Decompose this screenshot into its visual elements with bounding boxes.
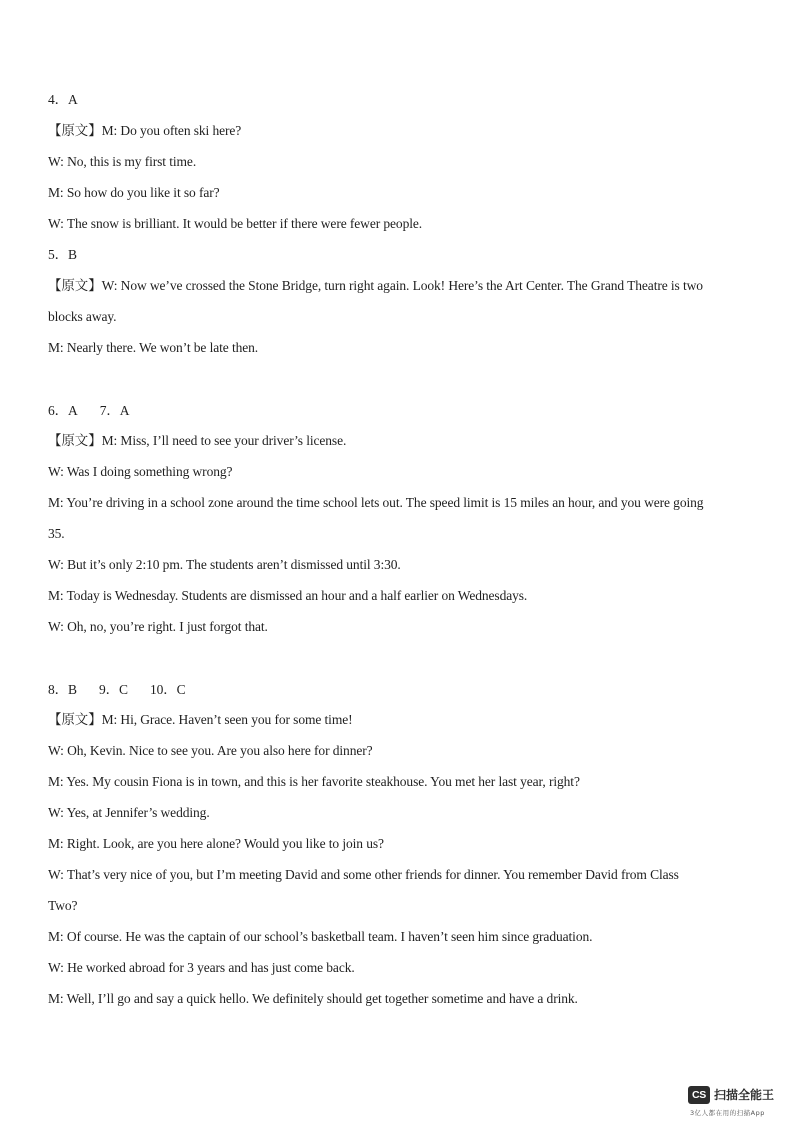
camscanner-logo-icon: CS [688,1086,710,1104]
answers-8-10 [48,681,186,699]
answer-8: 8．B [48,682,77,697]
transcript-line: M: Of course. He was the captain of our school’s basketball team. I haven’t seen him since graduation. [48,929,593,944]
transcript-line: 35. [48,526,65,541]
answer-4: 4．A [48,92,78,107]
watermark-tagline: 3亿人都在用的扫描App [690,1109,765,1117]
transcript-line: W: Was I doing something wrong? [48,464,233,479]
transcript-line: W: No, this is my first time. [48,154,197,169]
transcript-line: M: Right. Look, are you here alone? Would you like to join us? [48,836,384,851]
transcript-line: blocks away. [48,309,117,324]
camscanner-watermark [688,1084,794,1124]
answer-9: 9．C [98,682,128,697]
transcript-line: M: Well, I’ll go and say a quick hello. We definitely should get together sometime and have a drink. [48,991,578,1006]
answer-7: 7．A [99,403,130,418]
transcript-line: Two? [48,898,78,913]
answer-5: 5．B [48,247,77,262]
transcript-line: 【原文】W: Now we’ve crossed the Stone Bridge, turn right again. Look! Here’s the Art Center. The Grand Theatre is two [48,278,703,293]
transcript-line: M: Today is Wednesday. Students are dismissed an hour and a half earlier on Wednesdays. [48,588,528,603]
transcript-line: M: You’re driving in a school zone around the time school lets out. The speed limit is 15 miles an hour, and you were going [48,495,704,510]
answer-10: 10．C [149,682,186,697]
transcript-line: M: So how do you like it so far? [48,185,220,200]
transcript-line: W: Oh, Kevin. Nice to see you. Are you also here for dinner? [48,743,373,758]
transcript-line: 【原文】M: Miss, I’ll need to see your driver’s license. [48,433,347,448]
watermark-app-name: 扫描全能王 [714,1088,775,1102]
transcript-line: W: He worked abroad for 3 years and has just come back. [48,960,355,975]
transcript-line: W: That’s very nice of you, but I’m meeting David and some other friends for dinner. You remember David from Class [48,867,679,882]
transcript-line: M: Yes. My cousin Fiona is in town, and this is her favorite steakhouse. You met her last year, right? [48,774,580,789]
transcript-line: M: Nearly there. We won’t be late then. [48,340,259,355]
transcript-line: W: Yes, at Jennifer’s wedding. [48,805,210,820]
transcript-line: 【原文】M: Do you often ski here? [48,123,242,138]
transcript-line: 【原文】M: Hi, Grace. Haven’t seen you for some time! [48,712,353,727]
answer-6: 6．A [48,403,78,418]
answers-6-7 [48,402,129,420]
transcript-line: W: But it’s only 2:10 pm. The students aren’t dismissed until 3:30. [48,557,401,572]
transcript-line: W: Oh, no, you’re right. I just forgot that. [48,619,268,634]
transcript-line: W: The snow is brilliant. It would be better if there were fewer people. [48,216,423,231]
